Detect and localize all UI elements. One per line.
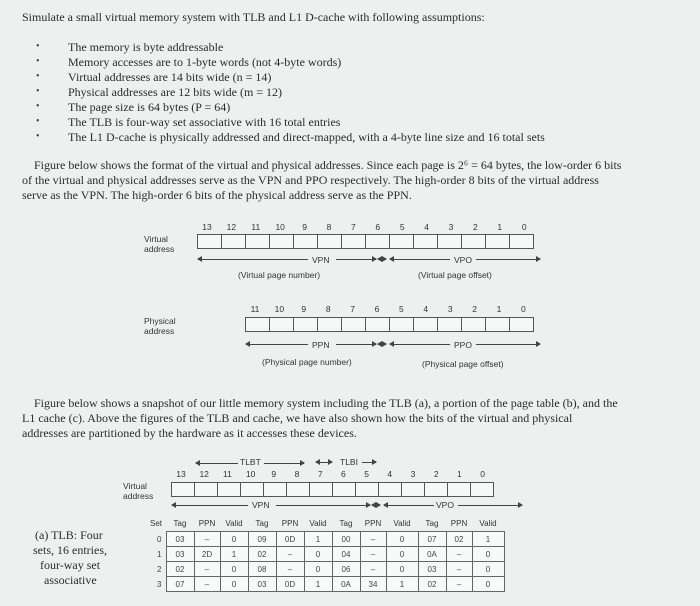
paragraph-line: L1 cache (c). Above the figures of the TLB and cache, we have also shown how the bits of the virtual and physical	[22, 411, 573, 425]
bit-number: 10	[275, 222, 285, 232]
tlb-header-cell: Tag	[255, 519, 269, 528]
bit-box	[437, 234, 462, 249]
tlb-header-cell: Set	[149, 519, 162, 529]
tlb-va-label: Virtual	[123, 481, 147, 491]
tlb-header-cell: Tag	[339, 519, 353, 528]
bit-box	[221, 234, 246, 249]
bit-number: 6	[375, 222, 381, 232]
bit-box	[401, 482, 425, 497]
bit-box	[293, 317, 318, 332]
bit-box	[470, 482, 494, 497]
caption-line: sets, 16 entries,	[33, 543, 107, 557]
caption-line: associative	[44, 573, 97, 587]
tlb-cell: 00	[332, 532, 360, 547]
bit-number: 0	[480, 469, 485, 479]
ppn-description: (Physical page number)	[262, 357, 352, 367]
ppo-label: PPO	[454, 340, 472, 350]
bit-number: 1	[457, 469, 462, 479]
tlb-cell: –	[360, 562, 386, 577]
bit-number: 5	[364, 469, 369, 479]
tlb-header-cell: Valid	[309, 519, 327, 528]
vpo-arrow-left	[390, 259, 450, 260]
bit-box	[286, 482, 310, 497]
assumption-item: • Memory accesses are to 1-byte words (not 4-byte words)	[68, 55, 341, 69]
bit-box	[317, 317, 342, 332]
virtual-bit-boxes	[198, 234, 534, 249]
tlb-cell: –	[446, 547, 472, 562]
bit-box	[485, 234, 510, 249]
tlbi-arrow-left	[316, 462, 332, 463]
tlb-set-index: 1	[157, 549, 162, 559]
tlb-va-label: address	[123, 491, 154, 501]
bit-box	[424, 482, 448, 497]
virtual-label: Virtual	[144, 234, 168, 244]
tlb-cell: 02	[418, 577, 446, 592]
bit-box	[447, 482, 471, 497]
tlb-header-cell: Tag	[173, 519, 187, 528]
tlb-cell: 0	[220, 532, 248, 547]
tlb-cell: –	[276, 547, 304, 562]
tlb-cell: 09	[248, 532, 276, 547]
tlb-cell: –	[360, 532, 386, 547]
caption-line: four-way set	[40, 558, 101, 572]
tlb-cell: 03	[166, 547, 194, 562]
bit-box	[197, 234, 222, 249]
tlb-row	[142, 562, 504, 577]
tlb-cell: –	[446, 577, 472, 592]
bit-number: 8	[326, 222, 332, 232]
bit-number: 2	[473, 222, 478, 232]
bit-box	[293, 234, 318, 249]
tlb-cell: 02	[248, 547, 276, 562]
tlb-cell: –	[360, 547, 386, 562]
bit-number: 12	[199, 469, 209, 479]
bit-box	[355, 482, 379, 497]
tlb-cell: 34	[360, 577, 386, 592]
bit-number: 3	[410, 469, 416, 479]
bit-number: 7	[317, 469, 323, 479]
tlb-vpn-arrow-left	[172, 505, 248, 506]
tlb-cell: 1	[386, 577, 418, 592]
bit-box	[389, 234, 414, 249]
tlb-cell: 1	[220, 547, 248, 562]
tlb-body	[142, 532, 504, 592]
tlb-cell: 0	[386, 562, 418, 577]
bit-number: 3	[448, 222, 454, 232]
tlbi-label: TLBI	[340, 457, 358, 467]
ppo-arrow-right	[476, 344, 540, 345]
tlb-vpo-arrow-right	[458, 505, 522, 506]
vpn-arrow-right	[336, 259, 376, 260]
bit-number: 5	[399, 222, 405, 232]
bit-box	[461, 317, 486, 332]
virtual-label: address	[144, 244, 175, 254]
tlb-header-cell: Valid	[479, 519, 497, 528]
bit-box	[194, 482, 218, 497]
bit-number: 1	[497, 222, 503, 232]
bit-box	[245, 234, 270, 249]
bit-number: 8	[325, 304, 331, 314]
tlb-cell: 02	[446, 532, 472, 547]
tlb-cell: 03	[248, 577, 276, 592]
tlb-cell: –	[194, 532, 220, 547]
bit-number: 11	[251, 222, 261, 232]
bit-box	[317, 234, 342, 249]
bit-number: 9	[302, 222, 307, 232]
bit-number: 4	[387, 469, 393, 479]
vpn-description: (Virtual page number)	[238, 270, 321, 280]
vpo-arrow-right	[476, 259, 540, 260]
tlb-cell: –	[194, 562, 220, 577]
tlb-cell: 06	[332, 562, 360, 577]
vpo-label: VPO	[454, 255, 472, 265]
divider-arrow	[378, 259, 386, 260]
tlb-vpn-arrow-right	[276, 505, 370, 506]
tlb-cell: 0	[472, 547, 504, 562]
bit-number: 5	[399, 304, 404, 314]
bit-number: 2	[472, 304, 477, 314]
bit-box	[461, 234, 486, 249]
tlb-cell: 1	[472, 532, 504, 547]
tlbt-arrow-right	[264, 463, 304, 464]
bit-box	[332, 482, 356, 497]
intro-text: Simulate a small virtual memory system with TLB and L1 D-cache with following assumptions:	[22, 10, 485, 24]
tlb-header-row	[142, 516, 504, 532]
tlb-cell: 08	[248, 562, 276, 577]
tlb-row	[142, 532, 504, 547]
vpo-description: (Virtual page offset)	[418, 270, 492, 280]
tlb-bit-boxes	[172, 482, 494, 497]
bit-box	[509, 234, 534, 249]
bit-number: 13	[176, 469, 186, 479]
tlb-cell: 07	[418, 532, 446, 547]
bit-number: 0	[521, 222, 527, 232]
tlb-cell: 07	[166, 577, 194, 592]
tlb-set-index: 2	[157, 564, 162, 574]
tlb-row	[142, 547, 504, 562]
tlb-row	[142, 577, 504, 592]
tlb-cell: –	[446, 562, 472, 577]
ppo-arrow-left	[390, 344, 450, 345]
paragraph-line: Figure below shows the format of the virtual and physical addresses. Since each page is 2⁶ = 64 bytes, the low-order 6 bits	[34, 158, 622, 172]
bit-box	[437, 317, 462, 332]
divider-arrow	[372, 505, 380, 506]
bit-box	[240, 482, 264, 497]
tlb-cell: 0	[220, 577, 248, 592]
ppn-arrow-left	[246, 344, 308, 345]
tlbt-label: TLBT	[240, 457, 261, 467]
tlb-cell: 0	[220, 562, 248, 577]
tlb-set-index: 0	[157, 534, 162, 544]
tlb-header-cell: PPN	[281, 519, 299, 528]
tlb-cell: 0A	[418, 547, 446, 562]
tlb-cell: –	[194, 577, 220, 592]
assumption-item: • The TLB is four-way set associative with 16 total entries	[68, 115, 340, 129]
tlb-cell: 03	[166, 532, 194, 547]
tlb-header-cell: PPN	[450, 519, 468, 528]
tlbt-arrow-left	[196, 463, 238, 464]
bit-number: 4	[424, 222, 429, 232]
bit-box	[365, 317, 390, 332]
physical-bit-boxes	[246, 317, 534, 332]
tlb-cell: 2D	[194, 547, 220, 562]
tlb-header-cell: PPN	[198, 519, 216, 528]
assumption-item: • The page size is 64 bytes (P = 64)	[68, 100, 230, 114]
tlb-cell: 0	[472, 577, 504, 592]
bit-box	[413, 234, 438, 249]
tlb-cell: 0D	[276, 577, 304, 592]
tlb-cell: 02	[166, 562, 194, 577]
bit-box	[309, 482, 333, 497]
bit-number: 2	[433, 469, 439, 479]
vpn-arrow-left	[198, 259, 308, 260]
tlb-cell: 0D	[276, 532, 304, 547]
assumption-item: • The memory is byte addressable	[68, 40, 223, 54]
bit-box	[389, 317, 414, 332]
bit-number: 7	[350, 304, 355, 314]
bit-number: 12	[226, 222, 237, 232]
bit-number: 1	[496, 304, 502, 314]
bit-box	[485, 317, 510, 332]
tlb-cell: 0	[386, 547, 418, 562]
tlb-set-index: 3	[157, 579, 162, 589]
bit-number: 11	[222, 469, 232, 479]
bit-number: 0	[521, 304, 526, 314]
bit-box	[263, 482, 287, 497]
bit-box	[269, 317, 294, 332]
tlb-vpn-label: VPN	[252, 500, 270, 510]
bit-box	[171, 482, 195, 497]
tlb-vpo-arrow-left	[384, 505, 434, 506]
physical-label: address	[144, 326, 175, 336]
tlb-cell: 0	[304, 547, 332, 562]
tlb-cell: 0	[304, 562, 332, 577]
bit-number: 8	[294, 469, 300, 479]
paragraph-line: of the virtual and physical addresses serve as the VPN and PPO respectively. The high-order 8 bits of the virtual address	[22, 173, 599, 187]
vpn-label: VPN	[312, 255, 330, 265]
tlb-header-cell: PPN	[364, 519, 382, 528]
tlb-cell: 0A	[332, 577, 360, 592]
bit-number: 10	[245, 469, 256, 479]
assumption-item: • Virtual addresses are 14 bits wide (n = 14)	[68, 70, 271, 84]
bit-number: 9	[271, 469, 277, 479]
tlb-vpo-label: VPO	[436, 500, 454, 510]
bit-box	[217, 482, 241, 497]
bit-box	[378, 482, 402, 497]
ppn-label: PPN	[312, 340, 330, 350]
bit-number: 6	[374, 304, 380, 314]
paragraph-line: addresses are partitioned by the hardware as it accesses these devices.	[22, 426, 357, 440]
tlb-cell: 03	[418, 562, 446, 577]
bit-box	[245, 317, 270, 332]
bit-box	[341, 234, 366, 249]
bit-box	[341, 317, 366, 332]
bit-box	[269, 234, 294, 249]
bit-number: 4	[423, 304, 429, 314]
caption-line: (a) TLB: Four	[35, 528, 103, 542]
tlb-header-cell: Valid	[225, 519, 243, 528]
bit-box	[509, 317, 534, 332]
bit-number: 13	[202, 222, 212, 232]
paragraph-line: serve as the VPN. The high-order 6 bits of the physical address serve as the PPN.	[22, 188, 412, 202]
divider-arrow	[378, 344, 386, 345]
assumption-item: • Physical addresses are 12 bits wide (m = 12)	[68, 85, 282, 99]
bit-number: 10	[274, 304, 285, 314]
bit-number: 6	[341, 469, 346, 479]
bit-box	[413, 317, 438, 332]
tlb-table	[142, 516, 505, 592]
tlb-cell: 04	[332, 547, 360, 562]
tlb-cell: 0	[472, 562, 504, 577]
tlb-cell: 1	[304, 577, 332, 592]
bit-number: 11	[250, 304, 260, 314]
bit-box	[365, 234, 390, 249]
bit-number: 3	[447, 304, 453, 314]
bit-number: 7	[351, 222, 356, 232]
paragraph-line: Figure below shows a snapshot of our little memory system including the TLB (a), a portion of the page table (b), and the	[34, 396, 618, 410]
tlb-cell: 1	[304, 532, 332, 547]
bit-number: 9	[301, 304, 307, 314]
physical-label: Physical	[144, 316, 176, 326]
tlb-cell: –	[276, 562, 304, 577]
tlb-header-cell: Tag	[425, 519, 439, 528]
tlbi-arrow-right	[362, 462, 376, 463]
tlb-cell: 0	[386, 532, 418, 547]
ppn-arrow-right	[336, 344, 376, 345]
ppo-description: (Physical page offset)	[422, 359, 504, 369]
assumption-item: • The L1 D-cache is physically addressed and direct-mapped, with a 4-byte line size and 16 total sets	[68, 130, 545, 144]
tlb-header-cell: Valid	[393, 519, 411, 528]
